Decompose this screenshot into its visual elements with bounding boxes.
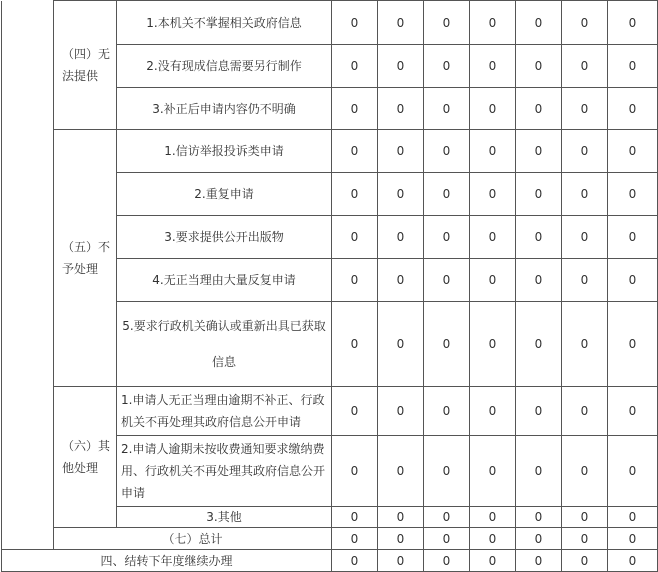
value-cell: 0 [332, 302, 378, 387]
value-cell: 0 [608, 528, 658, 550]
value-cell: 0 [424, 528, 470, 550]
item-label: 1.申请人无正当理由逾期不补正、行政机关不再处理其政府信息公开申请 [117, 387, 332, 436]
item-label: 2.没有现成信息需要另行制作 [117, 45, 332, 88]
value-cell: 0 [470, 45, 516, 88]
value-cell: 0 [332, 259, 378, 302]
value-cell: 0 [424, 216, 470, 259]
total-row [2, 528, 658, 550]
table-row [2, 1, 658, 45]
value-cell: 0 [424, 88, 470, 130]
value-cell: 0 [516, 216, 562, 259]
value-cell: 0 [562, 387, 608, 436]
item-label: 4.无正当理由大量反复申请 [117, 259, 332, 302]
value-cell: 0 [516, 528, 562, 550]
value-cell: 0 [424, 436, 470, 507]
value-cell: 0 [562, 1, 608, 45]
value-cell: 0 [378, 550, 424, 572]
value-cell: 0 [332, 436, 378, 507]
value-cell: 0 [424, 173, 470, 216]
value-cell: 0 [562, 173, 608, 216]
value-cell: 0 [562, 550, 608, 572]
value-cell: 0 [470, 507, 516, 528]
value-cell: 0 [424, 550, 470, 572]
value-cell: 0 [424, 1, 470, 45]
value-cell: 0 [470, 88, 516, 130]
value-cell: 0 [332, 550, 378, 572]
value-cell: 0 [332, 88, 378, 130]
value-cell: 0 [332, 45, 378, 88]
value-cell: 0 [470, 302, 516, 387]
value-cell: 0 [608, 45, 658, 88]
value-cell: 0 [470, 1, 516, 45]
value-cell: 0 [562, 216, 608, 259]
value-cell: 0 [516, 550, 562, 572]
value-cell: 0 [378, 302, 424, 387]
value-cell: 0 [378, 130, 424, 173]
value-cell: 0 [424, 259, 470, 302]
value-cell: 0 [516, 387, 562, 436]
value-cell: 0 [516, 173, 562, 216]
value-cell: 0 [608, 216, 658, 259]
value-cell: 0 [332, 130, 378, 173]
value-cell: 0 [424, 507, 470, 528]
value-cell: 0 [378, 173, 424, 216]
value-cell: 0 [470, 436, 516, 507]
value-cell: 0 [424, 45, 470, 88]
item-label: 2.重复申请 [117, 173, 332, 216]
disclosure-stats-table [1, 0, 658, 572]
value-cell: 0 [378, 216, 424, 259]
category-cell: （五）不予处理 [54, 130, 117, 387]
value-cell: 0 [516, 302, 562, 387]
value-cell: 0 [378, 259, 424, 302]
value-cell: 0 [378, 45, 424, 88]
table-row [2, 387, 658, 436]
value-cell: 0 [378, 507, 424, 528]
item-label: 1.本机关不掌握相关政府信息 [117, 1, 332, 45]
value-cell: 0 [562, 259, 608, 302]
value-cell: 0 [332, 387, 378, 436]
value-cell: 0 [562, 130, 608, 173]
value-cell: 0 [332, 507, 378, 528]
value-cell: 0 [424, 387, 470, 436]
value-cell: 0 [378, 88, 424, 130]
value-cell: 0 [608, 130, 658, 173]
value-cell: 0 [516, 259, 562, 302]
value-cell: 0 [516, 130, 562, 173]
value-cell: 0 [562, 528, 608, 550]
value-cell: 0 [378, 436, 424, 507]
value-cell: 0 [516, 1, 562, 45]
value-cell: 0 [332, 1, 378, 45]
carryover-row [2, 550, 658, 572]
value-cell: 0 [470, 259, 516, 302]
value-cell: 0 [608, 302, 658, 387]
value-cell: 0 [470, 173, 516, 216]
item-label: 1.信访举报投诉类申请 [117, 130, 332, 173]
value-cell: 0 [516, 45, 562, 88]
parent-category-cell [2, 1, 54, 550]
value-cell: 0 [378, 1, 424, 45]
value-cell: 0 [562, 436, 608, 507]
value-cell: 0 [516, 88, 562, 130]
value-cell: 0 [470, 216, 516, 259]
value-cell: 0 [562, 88, 608, 130]
value-cell: 0 [608, 387, 658, 436]
value-cell: 0 [332, 216, 378, 259]
value-cell: 0 [608, 507, 658, 528]
value-cell: 0 [470, 528, 516, 550]
value-cell: 0 [516, 507, 562, 528]
category-cell: （六）其他处理 [54, 387, 117, 528]
item-label: 3.要求提供公开出版物 [117, 216, 332, 259]
value-cell: 0 [608, 88, 658, 130]
value-cell: 0 [332, 528, 378, 550]
table-row [2, 130, 658, 173]
value-cell: 0 [608, 173, 658, 216]
item-label: 3.其他 [117, 507, 332, 528]
carryover-label: 四、结转下年度继续办理 [2, 550, 332, 572]
category-cell: （四）无法提供 [54, 1, 117, 130]
value-cell: 0 [470, 550, 516, 572]
value-cell: 0 [608, 436, 658, 507]
value-cell: 0 [608, 259, 658, 302]
value-cell: 0 [608, 1, 658, 45]
value-cell: 0 [562, 507, 608, 528]
value-cell: 0 [562, 45, 608, 88]
value-cell: 0 [424, 130, 470, 173]
value-cell: 0 [608, 550, 658, 572]
value-cell: 0 [378, 387, 424, 436]
value-cell: 0 [378, 528, 424, 550]
value-cell: 0 [516, 436, 562, 507]
item-label: 3.补正后申请内容仍不明确 [117, 88, 332, 130]
total-label: （七）总计 [54, 528, 332, 550]
value-cell: 0 [332, 173, 378, 216]
value-cell: 0 [562, 302, 608, 387]
value-cell: 0 [424, 302, 470, 387]
value-cell: 0 [470, 130, 516, 173]
value-cell: 0 [470, 387, 516, 436]
item-label: 2.申请人逾期未按收费通知要求缴纳费用、行政机关不再处理其政府信息公开申请 [117, 436, 332, 507]
item-label: 5.要求行政机关确认或重新出具已获取信息 [117, 302, 332, 387]
